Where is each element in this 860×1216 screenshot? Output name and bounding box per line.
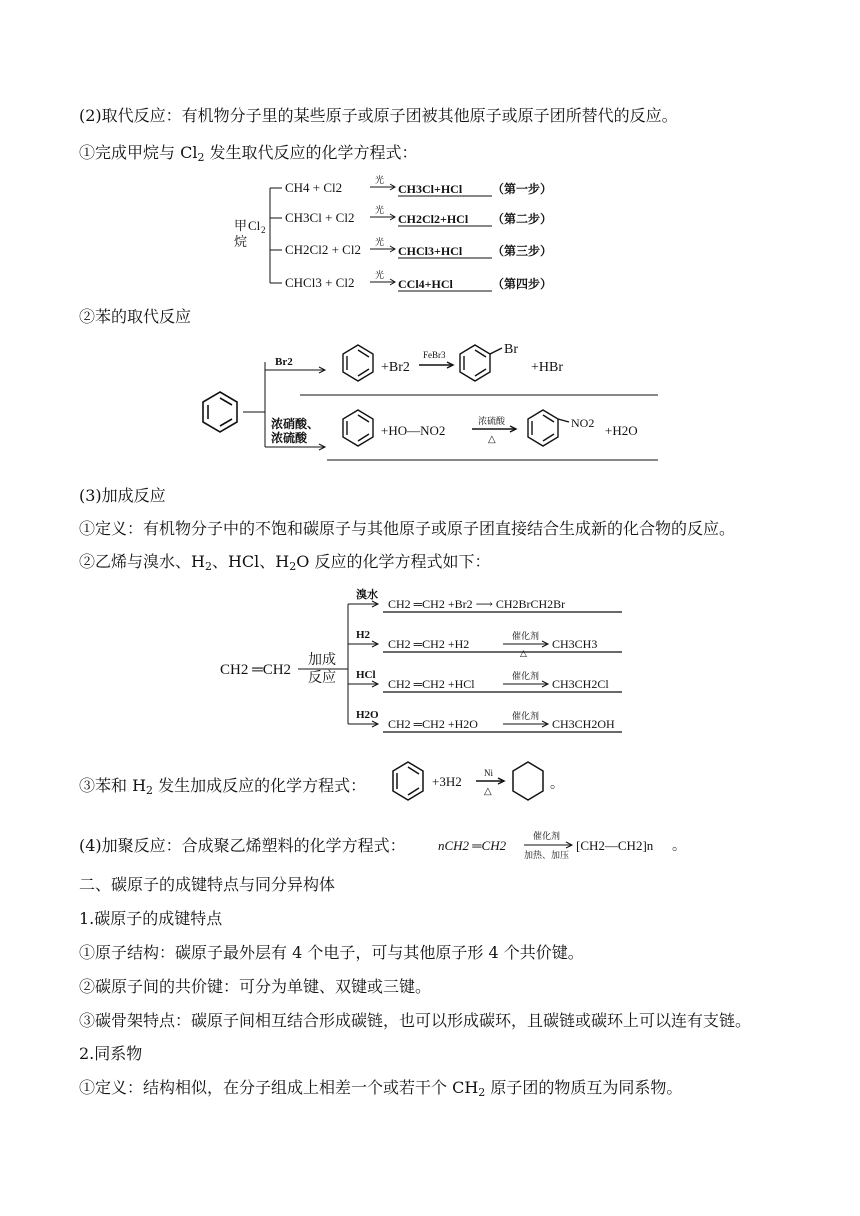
section-3-title: (3)加成反应 [79, 486, 166, 505]
ethylene-catalyst: 催化剂 [512, 711, 540, 721]
benzene-substitution-diagram [195, 340, 665, 465]
ethylene-eq-left: CH2 ═CH2 +HCl [388, 677, 475, 691]
ethylene-label-bottom: 反应 [308, 671, 336, 686]
polymerization-equation [436, 822, 696, 867]
light-label: 光 [375, 237, 385, 247]
addition-definition: ①定义：有机物分子中的不饱和碳原子与其他原子或原子团直接结合生成新的化合物的反应。 [79, 519, 736, 538]
methane-reactant: CHCl3 + Cl2 [285, 275, 355, 290]
ethylene-heat: △ [520, 648, 527, 658]
methane-label-1: 甲 [234, 218, 248, 233]
ethylene-eq-right: CH3CH3 [552, 637, 598, 651]
r1-hbr: +HBr [531, 360, 564, 375]
ethylene-eq-left: CH2 ═CH2 +H2 [388, 637, 470, 651]
benzene-h2-equation [390, 758, 570, 808]
poly-end: 。 [672, 839, 686, 854]
methane-product: CCl4+HCl [398, 277, 453, 291]
r2-no2: NO2 [571, 416, 595, 430]
benzene-icon [203, 392, 237, 432]
ethylene-eq-left: CH2 ═CH2 +H2O [388, 717, 478, 731]
methane-reactant: CH4 + Cl2 [285, 180, 343, 195]
poly-product: [CH2—CH2]n [576, 838, 654, 853]
methane-label-2: 烷 [234, 234, 248, 249]
methane-step: （第四步） [492, 277, 553, 291]
part2-h2: 2.同系物 [79, 1044, 143, 1063]
part2-p1: ①原子结构：碳原子最外层有 4 个电子，可与其他原子形 4 个共价键。 [79, 943, 584, 962]
ethylene-left: CH2 ═CH2 [220, 662, 292, 678]
r2-plus-hno3: +HO—NO2 [381, 423, 446, 438]
part2-title: 二、碳原子的成键特点与同分异构体 [79, 875, 336, 894]
ethylene-equation: CH2 ═CH2 +Br2 ⟶ CH2BrCH2Br [388, 597, 566, 611]
poly-condition: 加热、加压 [524, 850, 570, 860]
methane-cl2: Cl [248, 218, 261, 233]
methane-step: （第二步） [492, 212, 553, 226]
r2-heat: △ [488, 434, 496, 445]
mix-label-1: 浓硝酸、 [271, 417, 320, 431]
methane-substitution-diagram [230, 175, 590, 298]
r1-catalyst: FeBr3 [423, 350, 446, 360]
ethylene-reagent: H2O [356, 709, 379, 721]
poly-catalyst: 催化剂 [533, 831, 561, 841]
br2-label: Br2 [275, 356, 293, 368]
part2-p2: ②碳原子间的共价键：可分为单键、双键或三键。 [79, 977, 432, 996]
methane-question: ①完成甲烷与 $Cl_2$ 发生取代反应的化学方程式： [79, 143, 418, 164]
q3-end: 。 [550, 777, 564, 792]
methane-product: CH3Cl+HCl [398, 182, 463, 196]
methane-step: （第三步） [492, 244, 553, 258]
methane-product: CH2Cl2+HCl [398, 212, 469, 226]
ethylene-question: ②乙烯与溴水、$H_2$、HCl、$H_2O$ 反应的化学方程式如下： [79, 552, 491, 573]
poly-reactant: nCH2 ═CH2 [438, 838, 507, 853]
section-2-title: (2)取代反应：有机物分子里的某些原子或原子团被其他原子或原子团所替代的反应。 [79, 106, 678, 125]
part2-p3: ③碳骨架特点：碳原子间相互结合形成碳链，也可以形成碳环，且碳链或碳环上可以连有支链。 [79, 1011, 752, 1030]
part2-h1: 1.碳原子的成键特点 [79, 909, 223, 928]
ethylene-label-top: 加成 [308, 653, 336, 668]
light-label: 光 [375, 270, 385, 280]
r2-catalyst: 浓硫酸 [478, 416, 506, 426]
ethylene-reagent: HCl [356, 669, 376, 681]
q3-plus-h2: +3H2 [432, 774, 462, 789]
light-label: 光 [375, 175, 385, 185]
light-label: 光 [375, 205, 385, 215]
r2-h2o: +H2O [605, 423, 638, 438]
part2-p4: ①定义：结构相似，在分子组成上相差一个或若干个 $CH_2$ 原子团的物质互为同系物。 [79, 1078, 683, 1099]
ethylene-catalyst: 催化剂 [512, 671, 540, 681]
methane-product: CHCl3+HCl [398, 244, 463, 258]
svg-text:2: 2 [261, 225, 266, 235]
ethylene-eq-right: CH3CH2OH [552, 717, 615, 731]
methane-reactant: CH2Cl2 + Cl2 [285, 242, 361, 257]
benzene-h2-question: ③苯和 $H_2$ 发生加成反应的化学方程式： [79, 776, 367, 797]
ethylene-eq-right: CH3CH2Cl [552, 677, 609, 691]
r1-br: Br [504, 342, 518, 357]
q3-catalyst: Ni [484, 768, 493, 778]
q3-heat: △ [484, 786, 492, 797]
mix-label-2: 浓硫酸 [271, 431, 308, 445]
methane-step: （第一步） [492, 182, 553, 196]
ethylene-catalyst: 催化剂 [512, 631, 540, 641]
benzene-sub-title: ②苯的取代反应 [79, 307, 192, 326]
ethylene-reagent: 溴水 [356, 589, 378, 601]
polymerization-question: (4)加聚反应：合成聚乙烯塑料的化学方程式： [79, 836, 406, 855]
methane-reactant: CH3Cl + Cl2 [285, 210, 355, 225]
ethylene-addition-diagram [218, 584, 628, 744]
ethylene-reagent: H2 [356, 629, 371, 641]
r1-plus-br2: +Br2 [381, 360, 410, 375]
